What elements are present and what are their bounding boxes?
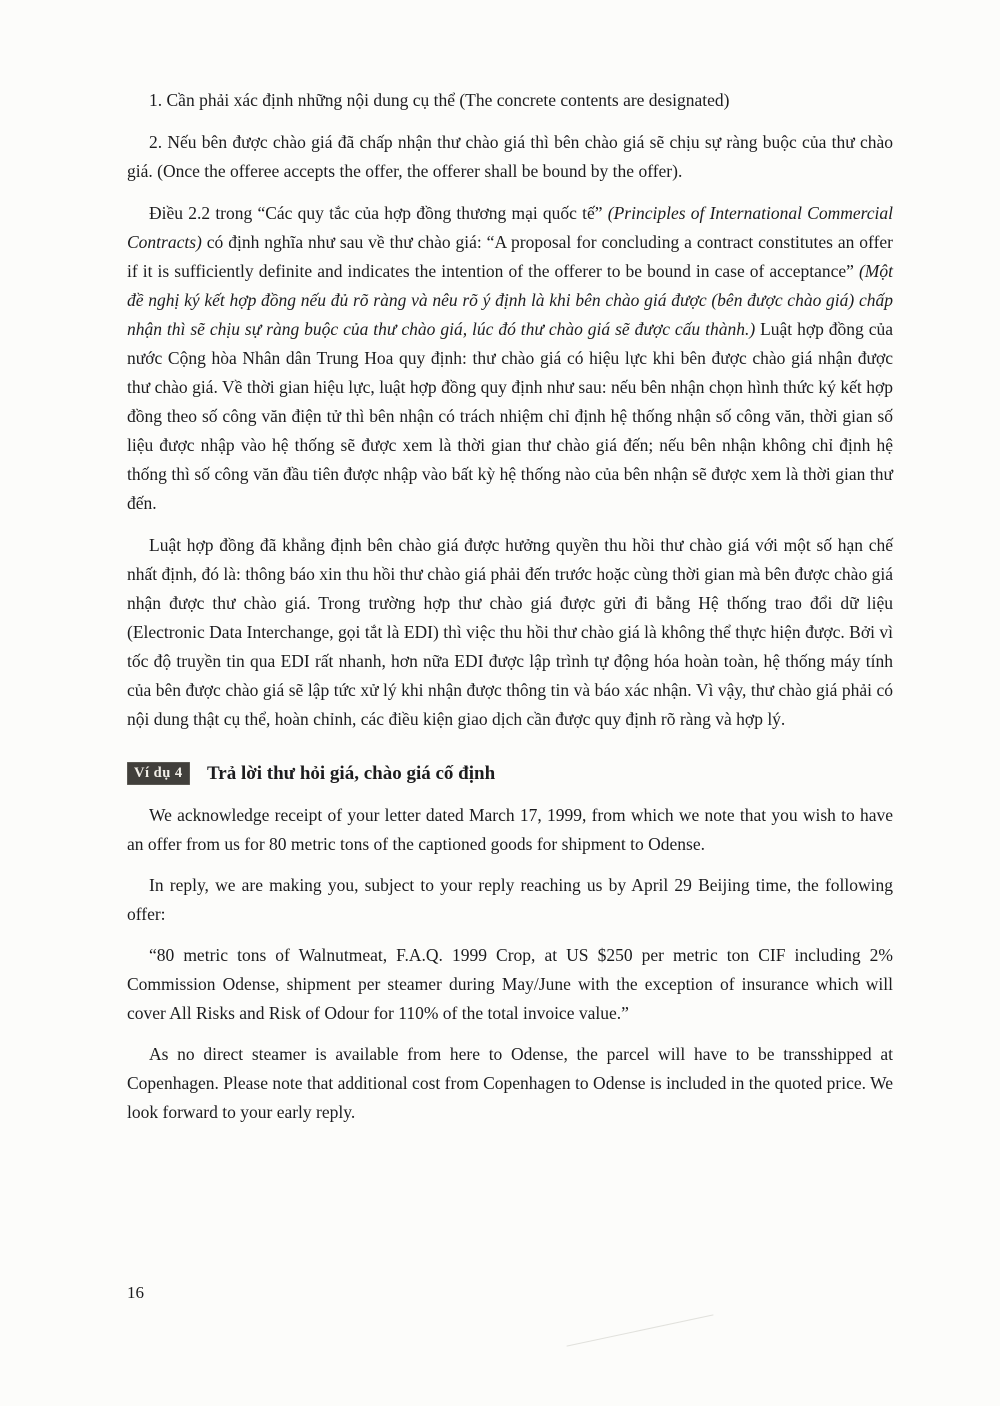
example-badge: Ví dụ 4 [127, 762, 190, 785]
numbered-item-1: 1. Cần phải xác định những nội dung cụ thể (The concrete contents are designated) [149, 90, 730, 110]
text-segment-italic: (Một đề nghị ký kết hợp đồng nếu đủ rõ ràng và nêu rõ ý định là khi bên chào giá được (bên được chào giá) chấp nhận thì sẽ chịu sự ràng buộc của thư chào giá, lúc đó thư chào giá sẽ được cấu thành.) [127, 261, 893, 339]
scan-artifact [567, 1314, 714, 1346]
paragraph-dieu-2-2 [127, 199, 893, 518]
page-number: 16 [127, 1283, 144, 1302]
text-segment: Điều 2.2 trong “Các quy tắc của hợp đồng thương mại quốc tế” [149, 203, 608, 223]
page-content [127, 86, 893, 1139]
paragraph-thu-hoi: Luật hợp đồng đã khẳng định bên chào giá được hưởng quyền thu hồi thư chào giá với một số hạn chế nhất định, đó là: thông báo xin thu hồi thư chào giá phải đến trước hoặc cùng thời gian mà bên được chào giá nhận được thư chào giá. Trong trường hợp thư chào giá được gửi đi bằng Hệ thống trao đổi dữ liệu (Electronic Data Interchange, gọi tắt là EDI) thì việc thu hồi thư chào giá là không thể thực hiện được. Bởi vì tốc độ truyền tin qua EDI rất nhanh, hơn nữa EDI được lập trình tự động hóa hoàn toàn, hệ thống máy tính của bên được chào giá sẽ lập tức xử lý khi nhận được thông tin và báo xác nhận. Vì vậy, thư chào giá phải có nội dung thật cụ thể, hoàn chỉnh, các điều kiện giao dịch cần được quy định rõ ràng và hợp lý. [127, 535, 893, 729]
letter-paragraph-4: As no direct steamer is available from here to Odense, the parcel will have to be transshipped at Copenhagen. Please note that additional cost from Copenhagen to Odense is included in the quoted price. We look forward to your early reply. [127, 1044, 893, 1122]
example-title: Trả lời thư hỏi giá, chào giá cố định [207, 763, 496, 784]
letter-paragraph-1: We acknowledge receipt of your letter dated March 17, 1999, from which we note that you wish to have an offer from us for 80 metric tons of the captioned goods for shipment to Odense. [127, 805, 893, 854]
example-heading [127, 760, 893, 787]
text-segment: có định nghĩa như sau về thư chào giá: “A proposal for concluding a contract constitutes an offer if it is sufficiently definite and indicates the intention of the offerer to be bound in case of acceptance” [127, 232, 893, 281]
text-segment-italic: (Principles of International Commercial Contracts) [127, 203, 894, 252]
letter-paragraph-2: In reply, we are making you, subject to your reply reaching us by April 29 Beijing time, the following offer: [127, 875, 893, 924]
letter-paragraph-3: “80 metric tons of Walnutmeat, F.A.Q. 1999 Crop, at US $250 per metric ton CIF including 2% Commission Odense, shipment per steamer during May/June with the exception of insurance which will cover All Risks and Risk of Odour for 110% of the total invoice value.” [127, 945, 893, 1023]
text-segment: Luật hợp đồng của nước Cộng hòa Nhân dân Trung Hoa quy định: thư chào giá có hiệu lực khi bên được chào giá nhận được thư chào giá. Về thời gian hiệu lực, luật hợp đồng quy định như sau: nếu bên nhận chọn hình thức ký kết hợp đồng theo số công văn điện tử thì bên nhận có trách nhiệm chỉ định hệ thống nhận số công văn, thời gian số liệu được nhập vào hệ thống sẽ được xem là thời gian thư chào giá đến; nếu bên nhận không chỉ định hệ thống thì số công văn đầu tiên được nhập vào bất kỳ hệ thống nào của bên nhận sẽ được xem là thời gian thư đến. [127, 319, 893, 513]
numbered-item-2: 2. Nếu bên được chào giá đã chấp nhận thư chào giá thì bên chào giá sẽ chịu sự ràng buộc của thư chào giá. (Once the offeree accepts the offer, the offerer shall be bound by the offer). [127, 132, 893, 181]
